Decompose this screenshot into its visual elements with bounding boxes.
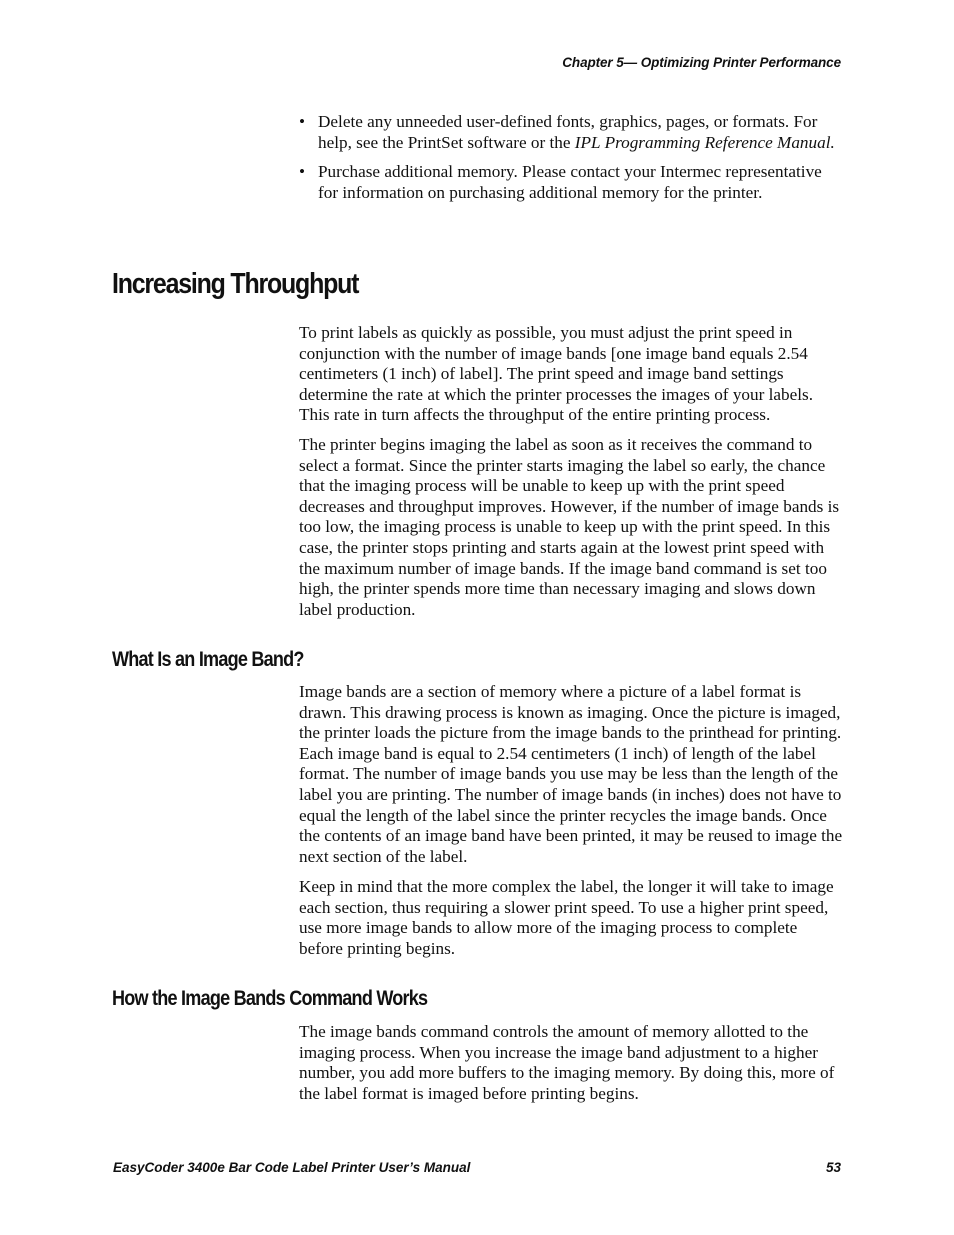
list-item: [299, 112, 844, 153]
list-item: [299, 162, 844, 203]
paragraph: Keep in mind that the more complex the label, the longer it will take to image each section, thus requiring a slower print speed. To use a higher print speed, use more image bands to allow more of the imaging process to complete before printing begins.: [299, 877, 834, 958]
paragraph: The image bands command controls the amount of memory allotted to the imaging process. When you increase the image band adjustment to a higher number, you add more buffers to the imaging memory. By doing this, more of the label format is imaged before printing begins.: [299, 1022, 835, 1103]
subheading-what-is-an-image-band: What Is an Image Band?: [112, 648, 304, 671]
running-header: Chapter 5— Optimizing Printer Performance: [562, 55, 841, 70]
bullet-text: Delete any unneeded user-defined fonts, graphics, pages, or formats. For help, see the PrintSet software or the: [318, 112, 818, 152]
bullet-icon: •: [299, 112, 306, 131]
bullet-list: [299, 112, 844, 212]
paragraph: To print labels as quickly as possible, you must adjust the print speed in conjunction with the number of image bands [one image band equals 2.54 centimeters (1 inch) of label]. The print speed and image band settings determine the rate at which the printer processes the images of your labels. This rate in turn affects the throughput of the entire printing process.: [299, 323, 814, 425]
paragraph: Image bands are a section of memory where a picture of a label format is drawn. This drawing process is known as imaging. Once the picture is imaged, the printer loads the picture from the image bands to the printhead for printing. Each image band is equal to 2.54 centimeters (1 inch) of length of the label format. The number of image bands you use may be less than the length of the label you are printing. The number of image bands (in inches) does not have to equal the length of the label since the printer recycles the image bands. Once the contents of an image band have been printed, it may be reused to image the next section of the label.: [299, 682, 843, 866]
bullet-text: Purchase additional memory. Please contact your Intermec representative for information on purchasing additional memory for the printer.: [318, 162, 822, 202]
paragraph: The printer begins imaging the label as soon as it receives the command to select a format. Since the printer starts imaging the label so early, the chance that the imaging process will be unable to keep up with the print speed decreases and throughput improves. However, if the number of image bands is too low, the imaging process is unable to keep up with the print speed. In this case, the printer stops printing and starts again at the lowest print speed with the maximum number of image bands. If the image band command is set too high, the printer spends more time than necessary imaging and slows down label production.: [299, 435, 840, 619]
running-footer-title: EasyCoder 3400e Bar Code Label Printer User’s Manual: [113, 1160, 471, 1175]
bullet-reference-title: IPL Programming Reference Manual.: [574, 132, 835, 152]
subheading-how-image-bands-command-works: How the Image Bands Command Works: [112, 987, 428, 1010]
page-number: 53: [825, 1160, 841, 1175]
section-heading-increasing-throughput: Increasing Throughput: [112, 268, 359, 300]
bullet-icon: •: [299, 162, 306, 182]
